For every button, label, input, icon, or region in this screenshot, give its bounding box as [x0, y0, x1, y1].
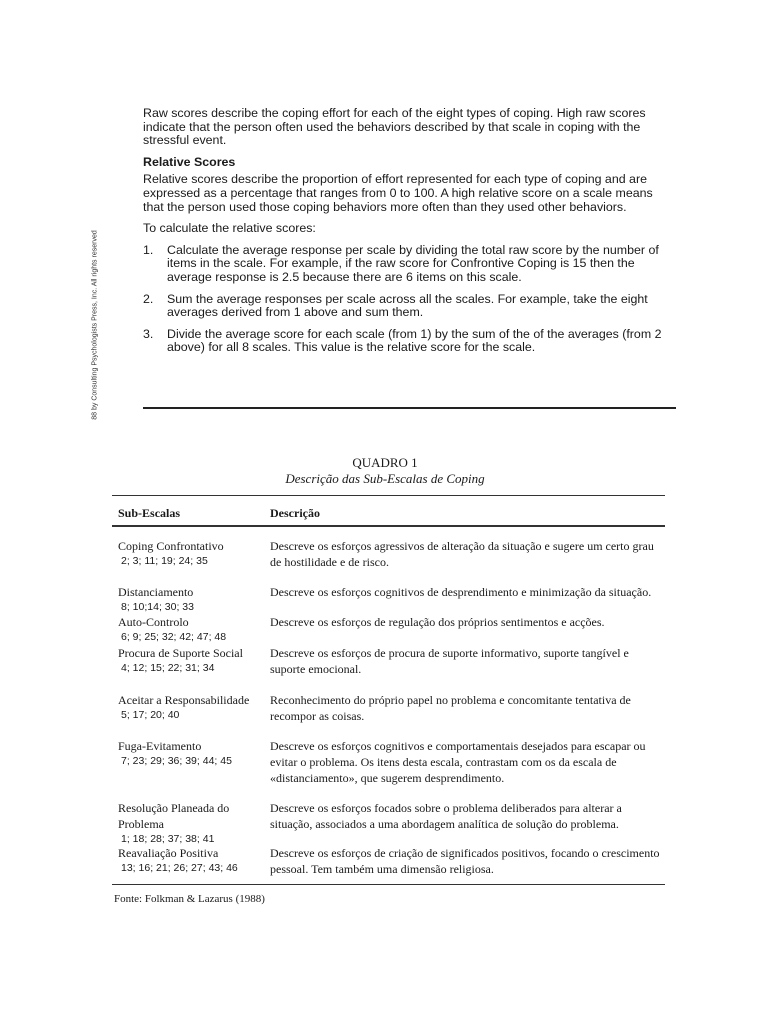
subscale-name: Procura de Suporte Social: [118, 646, 243, 660]
step-number: 3.: [143, 326, 154, 341]
calculate-intro: To calculate the relative scores:: [143, 221, 316, 236]
subscale-items: 5; 17; 20; 40: [121, 709, 180, 721]
subscale-items: 2; 3; 11; 19; 24; 35: [121, 555, 208, 567]
subscale-items: 8; 10;14; 30; 33: [121, 601, 194, 613]
raw-scores-paragraph: Raw scores describe the coping effort for each of the eight types of coping. High raw scores indicate that the person often used the behaviors described by that scale in coping with the stressful event.: [143, 106, 646, 148]
coping-instructions: [143, 107, 673, 363]
relative-scores-paragraph: Relative scores describe the proportion of effort represented for each type of coping and are expressed as a percentage that ranges from 0 to 100. A high relative score on a scale means that the person used those coping behaviors more often than they used other behaviors.: [143, 172, 653, 214]
subscale-name: Resolução Planeada do Problema: [118, 801, 230, 831]
subscale-description: Descreve os esforços focados sobre o problema deliberados para alterar a situação, associados a uma abordagem analítica de solução do problema.: [270, 801, 622, 831]
subscale-items: 1; 18; 28; 37; 38; 41: [121, 833, 215, 845]
table-top-rule: [112, 495, 665, 496]
subscale-name: Distanciamento: [118, 585, 194, 599]
subscale-name: Coping Confrontativo: [118, 539, 224, 553]
step-text: Calculate the average response per scale by dividing the total raw score by the number of items in the scale. For example, if the raw score for Confrontive Coping is 15 then the average response is 2.5 because there are 6 items on this scale.: [167, 242, 659, 284]
subscale-name: Aceitar a Responsabilidade: [118, 693, 250, 707]
step-text: Sum the average responses per scale across all the scales. For example, take the eight averages derived from 1 above and sum them.: [167, 291, 648, 320]
step-number: 2.: [143, 291, 154, 306]
subscale-description: Descreve os esforços de regulação dos próprios sentimentos e acções.: [270, 615, 605, 629]
step-item: [143, 244, 673, 285]
subscale-items: 13; 16; 21; 26; 27; 43; 46: [121, 862, 238, 874]
subscale-description: Descreve os esforços de criação de significados positivos, focando o crescimento pessoal. Tem também uma dimensão religiosa.: [270, 846, 660, 876]
subscale-name: Fuga-Evitamento: [118, 739, 202, 753]
quadro-title: QUADRO 1: [352, 455, 418, 470]
quadro-subtitle: Descrição das Sub-Escalas de Coping: [285, 471, 485, 486]
subscale-items: 4; 12; 15; 22; 31; 34: [121, 662, 215, 674]
subscale-description: Reconhecimento do próprio papel no problema e concomitante tentativa de recompor as coisas.: [270, 693, 631, 723]
subscale-name: Auto-Controlo: [118, 615, 189, 629]
step-item: [143, 328, 673, 355]
source-note: Fonte: Folkman & Lazarus (1988): [114, 893, 265, 905]
subscale-description: Descreve os esforços agressivos de alteração da situação e sugere um certo grau de hostilidade e de risco.: [270, 539, 654, 569]
subscale-name: Reavaliação Positiva: [118, 846, 219, 860]
subscale-description: Descreve os esforços cognitivos e comportamentais desejados para escapar ou evitar o problema. Os itens desta escala, contrastam com os da escala de «distanciamento», que sugerem desprendimento.: [270, 739, 646, 785]
side-copyright-text: 88 by Consulting Psychologists Press, Inc. All rights reserved: [91, 230, 99, 420]
subscale-description: Descreve os esforços de procura de suporte informativo, suporte tangível e suporte emocional.: [270, 646, 629, 676]
table-bottom-rule: [112, 884, 665, 885]
relative-scores-heading: Relative Scores: [143, 154, 236, 169]
subscale-items: 6; 9; 25; 32; 42; 47; 48: [121, 631, 227, 643]
steps-list: [143, 244, 673, 355]
section-divider: [143, 407, 676, 409]
column-header-sub-escalas: Sub-Escalas: [118, 506, 181, 520]
table-header-rule: [112, 525, 665, 527]
step-item: [143, 293, 673, 320]
subscale-description: Descreve os esforços cognitivos de desprendimento e minimização da situação.: [270, 585, 652, 599]
column-header-descricao: Descrição: [270, 506, 320, 520]
subscale-items: 7; 23; 29; 36; 39; 44; 45: [121, 755, 232, 767]
step-number: 1.: [143, 242, 154, 257]
step-text: Divide the average score for each scale (from 1) by the sum of the of the averages (from 2 above) for all 8 scales. This value is the relative score for the scale.: [167, 326, 662, 355]
